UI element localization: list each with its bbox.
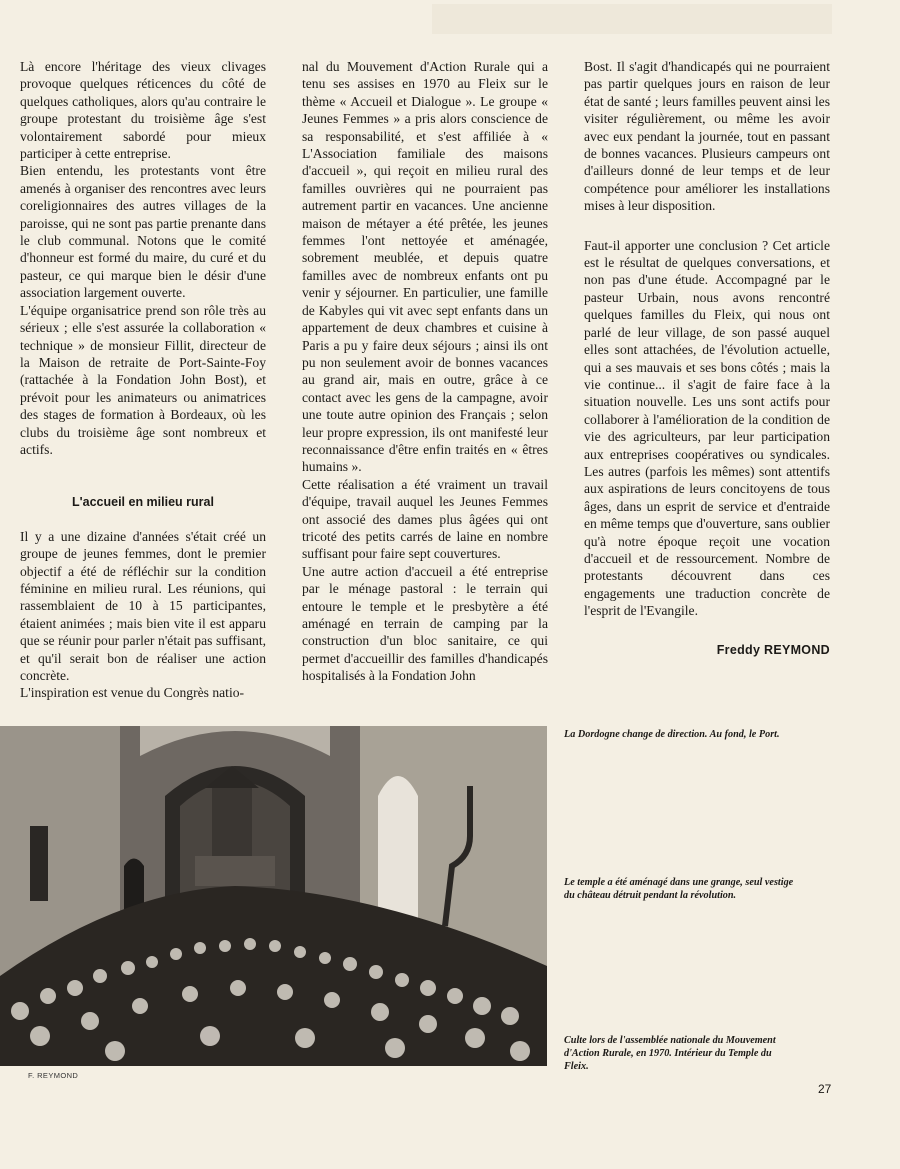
article-column-2 <box>302 58 548 685</box>
paragraph: Bost. Il s'agit d'handicapés qui ne pourraient pas partir quelques jours en raison de leur état de santé ; leurs familles peuvent ainsi les visiter régulièrement, ou même les avoir avec eux pendant la journée, tout en passant de bonnes vacances. Plusieurs campeurs ont d'ailleurs donné de leur temps et de leur compétence pour améliorer les installations mises à leur disposition. <box>584 59 830 214</box>
paragraph: Cette réalisation a été vraiment un travail d'équipe, travail auquel les Jeunes Femmes ont associé des dames plus âgées qui ont tricoté des petits carrés de laine en nombre suffisant pour faire sept couvertures. <box>302 476 548 562</box>
photo-credit: F. REYMOND <box>28 1071 79 1080</box>
paragraph: Là encore l'héritage des vieux clivages provoque quelques réticences du côté de quelques catholiques, alors qu'au contraire le groupe protestant du troisième âge s'est volontairement sabordé pour mieux participer à cette entreprise. <box>20 59 266 162</box>
temple-interior-photo <box>0 726 547 1066</box>
caption-dordogne: La Dordogne change de direction. Au fond, le Port. <box>564 729 780 740</box>
paragraph: Bien entendu, les protestants vont être amenés à organiser des rencontres avec leurs coreligionnaires des autres villages de la paroisse, qui ne sont pas partie prenante dans le club communal. Notons que le comité d'honneur est formé du maire, du curé et du pasteur, ce qui marque bien le désir d'une association largement ouverte. <box>20 163 266 301</box>
article-column-1 <box>20 58 266 702</box>
section-heading: L'accueil en milieu rural <box>72 495 214 510</box>
paragraph: Une autre action d'accueil a été entreprise par le ménage pastoral : le terrain qui entoure le temple et le presbytère a été aménagé en terrain de camping par la construction d'un bloc sanitaire, ce qui permet d'accueillir des familles d'handicapés hospitalisés à la Fondation John <box>302 563 548 684</box>
page-number: 27 <box>818 1082 832 1096</box>
caption-culte: Culte lors de l'assemblée nationale du Mouvement d'Action Rurale, en 1970. Intérieur du Temple du Fleix. <box>564 1035 776 1072</box>
article-column-3 <box>584 58 830 659</box>
paragraph: nal du Mouvement d'Action Rurale qui a tenu ses assises en 1970 au Fleix sur le thème « Accueil et Dialogue ». Le groupe « Jeunes Femmes » a pris alors conscience de sa responsabilité, et s'est affiliée à « L'Association familiale des maisons d'accueil », qui reçoit en milieu rural des familles ouvrières qui ne pourraient pas autrement partir en vacances. Une ancienne maison de métayer a été prêtée, les jeunes femmes l'ont nettoyée et aménagée, sobrement meublée, et depuis quatre familles avec de nombreux enfants ont pu venir y séjourner. En particulier, une famille de Kabyles qui vit avec sept enfants dans un appartement de deux chambres et cuisine à Paris a pu y faire deux séjours ; ainsi ils ont pu non seulement avoir de bonnes vacances au grand air, mais en outre, grâce à ce contact avec les gens de la campagne, avoir une toute autre opinion des Français ; selon leur propre expression, ils ont manifesté leur reconnaissance d'être enfin traités en « êtres humains ». <box>302 59 548 475</box>
author-signature: Freddy REYMOND <box>716 642 830 657</box>
paragraph: Il y a une dizaine d'années s'était créé un groupe de jeunes femmes, dont le premier objectif a été de réfléchir sur la condition féminine en milieu rural. Les réunions, qui rassemblaient de 10 à 15 participantes, étaient animées ; mais bien vite il est apparu que se réunir pour parler n'était pas suffisant, et qu'il serait bon de réaliser une action concrète. <box>20 528 266 683</box>
caption-temple: Le temple a été aménagé dans une grange, seul vestige du château détruit pendant la révolution. <box>564 877 794 901</box>
paragraph: L'inspiration est venue du Congrès natio- <box>20 685 245 701</box>
bleed-through-header <box>432 4 832 34</box>
paragraph: L'équipe organisatrice prend son rôle très au sérieux ; elle s'est assurée la collaboration « technique » de monsieur Fillit, directeur de la Maison de retraite de Port-Sainte-Foy (rattachée à la Fondation John Bost), et prévoit pour les animateurs ou animatrices des stages de formation à Bordeaux, où les clubs du troisième âge sont nombreux et actifs. <box>20 302 266 457</box>
paragraph: Faut-il apporter une conclusion ? Cet article est le résultat de quelques conversations, et non pas d'une étude. Accompagné par le pasteur Urbain, nous avons rencontré quelques familles du Fleix, qui nous ont parlé de leur village, de son passé auquel elles sont attachées, de l'évolution actuelle, qui a ses mauvais et ses bons côtés ; mais la vie continue... il s'agit de faire face à la situation nouvelle. Les uns sont actifs pour collaborer à l'amélioration de la condition de vie des agriculteurs, par leur participation aux entreprises coopératives ou syndicales. Les autres (parfois les mêmes) sont attentifs aux aspirations de leurs concitoyens de tous âges, dans un esprit de service et d'entraide en même temps que d'ouverture, sans oublier qu'à notre époque reçoit une vocation d'accueil et de ressourcement. Nombre de protestants découvrent dans ces engagements une traduction concrète de l'esprit de l'Evangile. <box>584 237 830 619</box>
